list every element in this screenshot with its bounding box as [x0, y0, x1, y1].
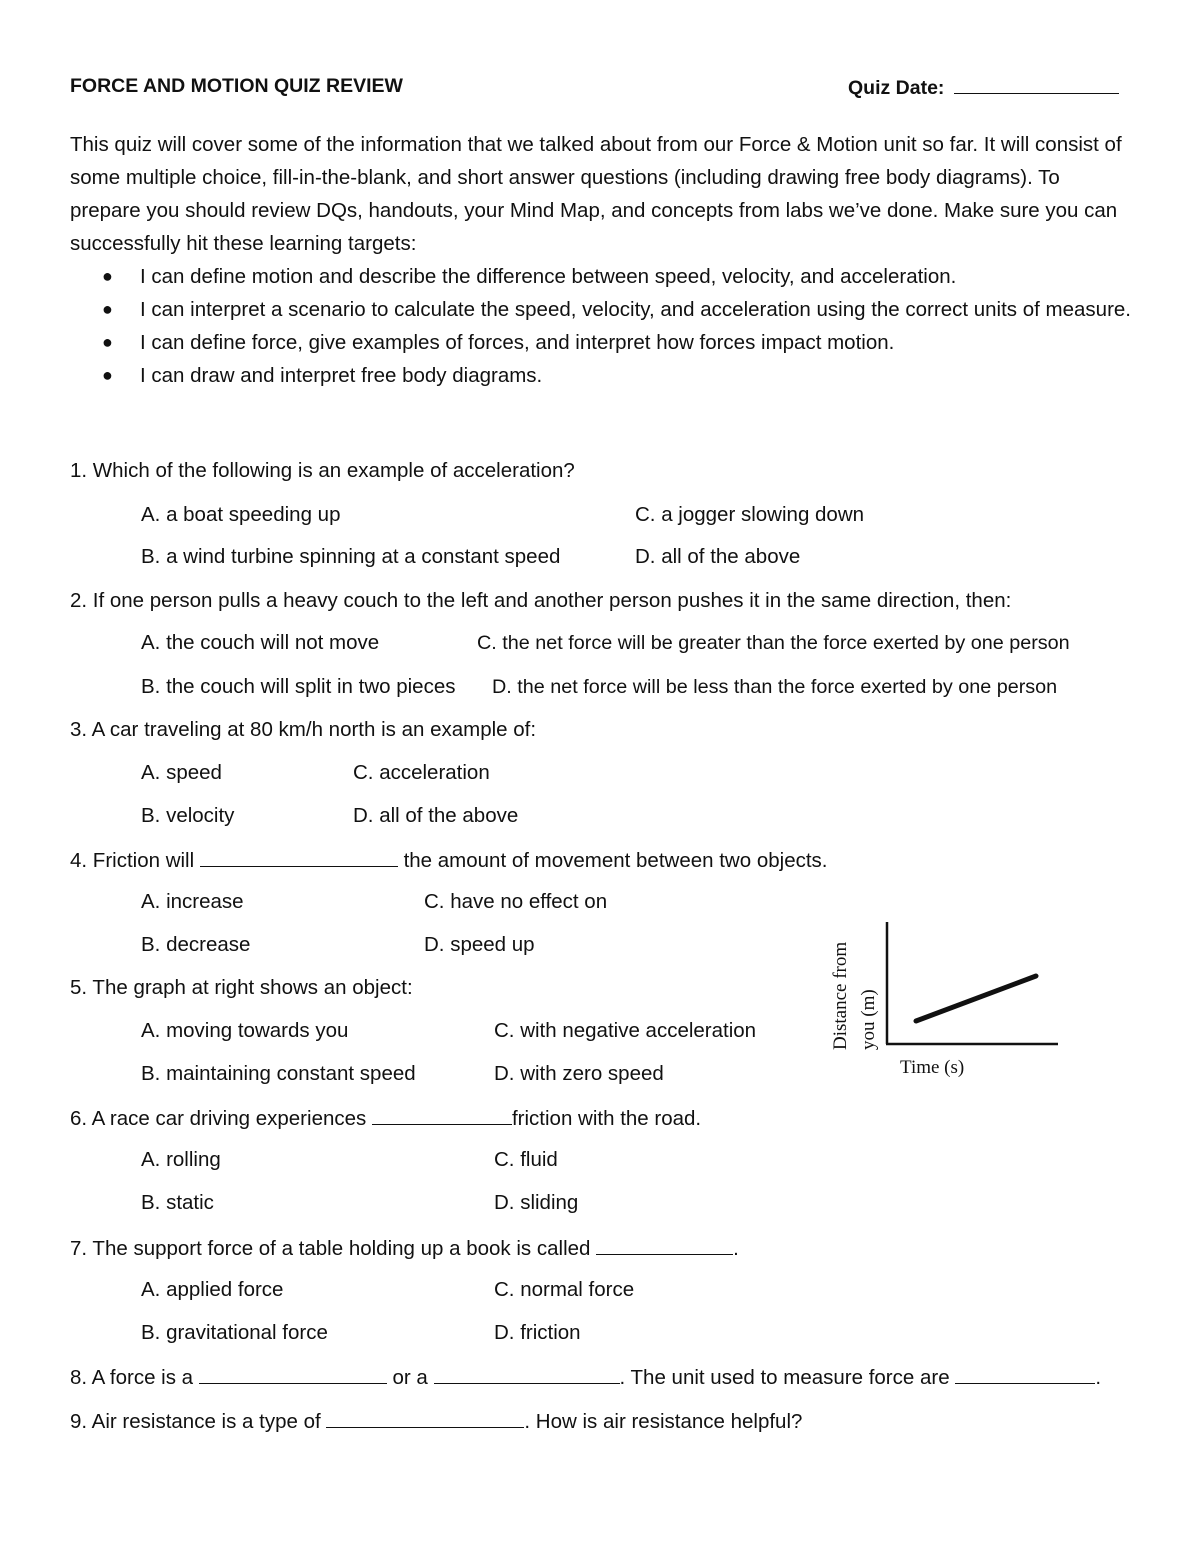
q6-text-after: friction with the road. [511, 1107, 702, 1130]
question-8-text [70, 1363, 1101, 1391]
q7-text-before: 7. The support force of a table holding up a book is called [70, 1237, 591, 1260]
graph-data-line [916, 976, 1036, 1021]
q6-text-before: 6. A race car driving experiences [70, 1107, 367, 1130]
q4-blank[interactable] [200, 846, 398, 867]
q6-option-c[interactable]: C. fluid [494, 1148, 558, 1171]
learning-targets-list [70, 260, 1135, 392]
q1-option-d[interactable]: D. all of the above [635, 545, 801, 568]
q6-option-b[interactable]: B. static [141, 1191, 214, 1214]
bullet-icon: ● [102, 332, 113, 352]
question-6-text [70, 1104, 701, 1132]
q4-option-b[interactable]: B. decrease [141, 933, 251, 956]
q2-option-a[interactable]: A. the couch will not move [141, 631, 380, 654]
q2-option-b[interactable]: B. the couch will split in two pieces [141, 675, 456, 698]
learning-target-text: I can define force, give examples of forces, and interpret how forces impact motion. [140, 331, 895, 354]
q2-option-d[interactable]: D. the net force will be less than the force exerted by one person [492, 676, 1058, 698]
q8-part4: . [1095, 1366, 1102, 1389]
learning-target [70, 359, 1135, 392]
q1-option-a[interactable]: A. a boat speeding up [141, 503, 341, 526]
question-7-text [70, 1234, 739, 1262]
learning-target-text: I can draw and interpret free body diagrams. [140, 364, 543, 387]
q7-option-d[interactable]: D. friction [494, 1321, 581, 1344]
intro-text: This quiz will cover some of the information that we talked about from our Force & Motion unit so far. It will consist of some multiple choice, fill-in-the-blank, and short answer questions (including drawing free body diagrams). To prepare you should review DQs, handouts, your Mind Map, and concepts from labs we’ve done. Make sure you can successfully hit these learning targets: [70, 133, 1122, 255]
question-4-text [70, 846, 827, 874]
question-1-text: 1. Which of the following is an example of acceleration? [70, 459, 575, 482]
q3-option-d[interactable]: D. all of the above [353, 804, 519, 827]
graph-y-label-line2: you (m) [858, 989, 879, 1050]
q6-option-a[interactable]: A. rolling [141, 1148, 221, 1171]
q4-text-after: the amount of movement between two objects. [403, 849, 828, 872]
q6-option-d[interactable]: D. sliding [494, 1191, 579, 1214]
question-2-text: 2. If one person pulls a heavy couch to the left and another person pushes it in the same direction, then: [70, 589, 1012, 612]
question-3-text: 3. A car traveling at 80 km/h north is an example of: [70, 718, 537, 741]
q3-option-b[interactable]: B. velocity [141, 804, 235, 827]
q9-part2: . How is air resistance helpful? [524, 1410, 803, 1433]
bullet-icon: ● [102, 365, 113, 385]
q1-option-b[interactable]: B. a wind turbine spinning at a constant speed [141, 545, 561, 568]
q8-blank-3[interactable] [955, 1363, 1095, 1384]
q9-blank[interactable] [326, 1407, 524, 1428]
q7-blank[interactable] [596, 1234, 733, 1255]
q7-option-c[interactable]: C. normal force [494, 1278, 635, 1301]
distance-time-graph [820, 910, 1070, 1090]
quiz-date-blank[interactable] [954, 73, 1119, 94]
q1-option-c[interactable]: C. a jogger slowing down [635, 503, 865, 526]
question-5-text: 5. The graph at right shows an object: [70, 976, 413, 999]
q8-part1: 8. A force is a [70, 1366, 194, 1389]
quiz-date-label [848, 73, 1119, 101]
q9-part1: 9. Air resistance is a type of [70, 1410, 321, 1433]
learning-target [70, 260, 1135, 293]
q8-part2: or a [392, 1366, 428, 1389]
q6-blank[interactable] [372, 1104, 512, 1125]
q7-option-a[interactable]: A. applied force [141, 1278, 284, 1301]
learning-target-text: I can define motion and describe the difference between speed, velocity, and acceleration. [140, 265, 957, 288]
q5-option-b[interactable]: B. maintaining constant speed [141, 1062, 416, 1085]
q4-option-d[interactable]: D. speed up [424, 933, 535, 956]
learning-target [70, 293, 1135, 326]
q4-text-before: 4. Friction will [70, 849, 195, 872]
bullet-icon: ● [102, 266, 113, 286]
learning-target-text: I can interpret a scenario to calculate the speed, velocity, and acceleration using the correct units of measure. [140, 298, 1131, 321]
bullet-icon: ● [102, 299, 113, 319]
page-title: FORCE AND MOTION QUIZ REVIEW [70, 75, 403, 97]
q4-option-c[interactable]: C. have no effect on [424, 890, 608, 913]
question-9-text [70, 1407, 802, 1435]
q2-option-c[interactable]: C. the net force will be greater than the force exerted by one person [477, 632, 1070, 654]
q8-part3: . The unit used to measure force are [619, 1366, 950, 1389]
q7-text-after: . [733, 1237, 739, 1260]
q8-blank-2[interactable] [434, 1363, 620, 1384]
graph-y-label-line1: Distance from [830, 941, 851, 1050]
quiz-date-text: Quiz Date: [848, 77, 945, 99]
graph-x-label: Time (s) [900, 1057, 965, 1078]
q5-option-a[interactable]: A. moving towards you [141, 1019, 349, 1042]
q4-option-a[interactable]: A. increase [141, 890, 244, 913]
intro-paragraph [70, 128, 1135, 260]
learning-target [70, 326, 1135, 359]
q5-option-c[interactable]: C. with negative acceleration [494, 1019, 757, 1042]
q7-option-b[interactable]: B. gravitational force [141, 1321, 328, 1344]
q3-option-c[interactable]: C. acceleration [353, 761, 490, 784]
q8-blank-1[interactable] [199, 1363, 387, 1384]
q3-option-a[interactable]: A. speed [141, 761, 222, 784]
q5-option-d[interactable]: D. with zero speed [494, 1062, 664, 1085]
